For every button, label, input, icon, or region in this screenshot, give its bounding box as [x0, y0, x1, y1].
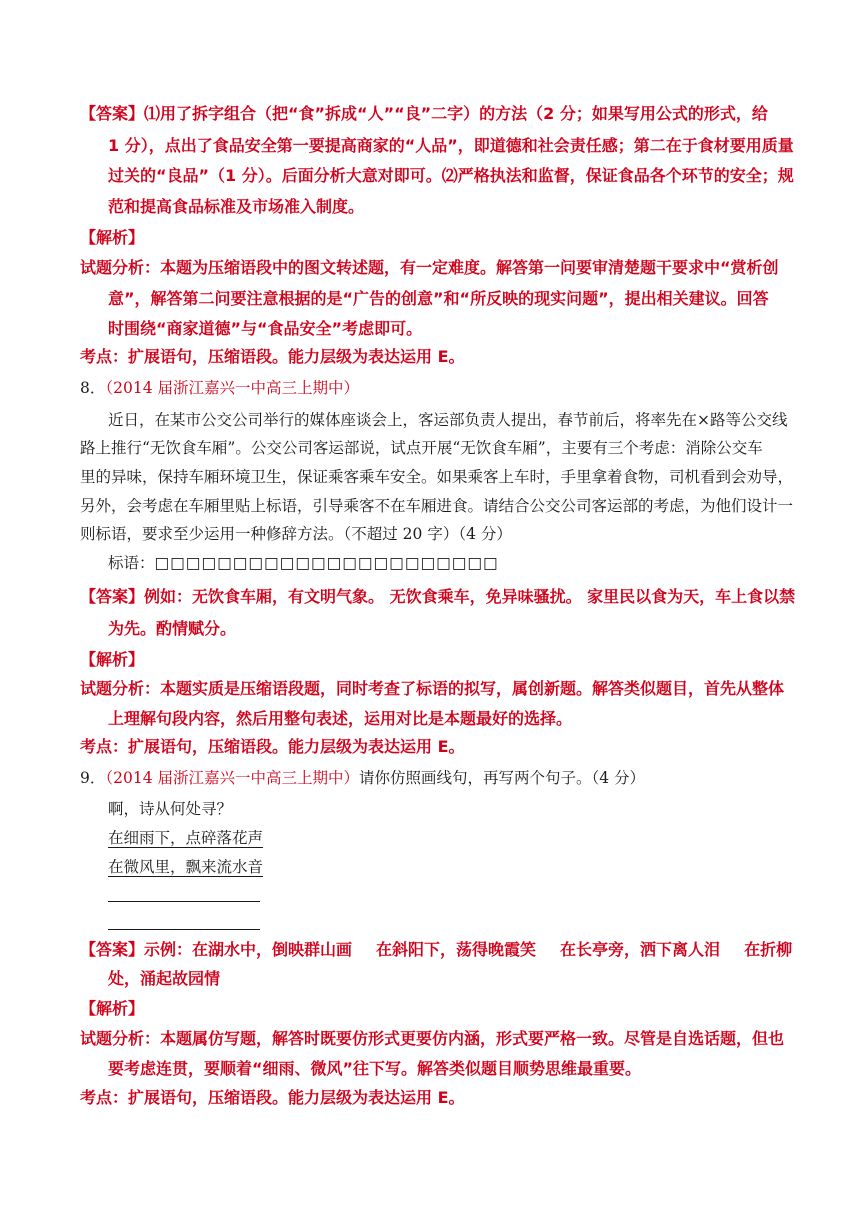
answer-text: ⑴用了拆字组合（把“食”拆成“人”“良”二字）的方法（2 分；如果写用公式的形式，给 [144, 104, 768, 123]
answer-part: 在长亭旁，洒下离人泪 [560, 940, 721, 959]
q9-poem-line-3: 在微风里，飘来流水音 [108, 858, 264, 876]
q9-analysis-line-1: 试题分析：本题属仿写题，解答时既要仿形式更要仿内涵，形式要严格一致。尽管是自选话题，但也 [80, 1029, 785, 1048]
q7-answer-line-4: 范和提高食品标准及市场准入制度。 [108, 197, 365, 216]
answer-part: 在折柳 [744, 940, 793, 959]
q9-analysis-tag: 【解析】 [80, 999, 145, 1018]
q8-analysis-line-1: 试题分析：本题实质是压缩语段题，同时考查了标语的拟写，属创新题。解答类似题目，首先从整体 [80, 679, 785, 698]
q9-poem-line-1: 啊，诗从何处寻？ [108, 800, 233, 818]
question-stem: 请你仿照画线句，再写两个句子。（4 分） [359, 769, 646, 787]
q7-answer-line-3: 过关的“良品”（1 分）。后面分析大意对即可。⑵严格执法和监督，保证食品各个环节的安全；规 [108, 166, 794, 185]
answer-blank-line [108, 929, 260, 930]
q8-stem-line-2: 路上推行“无饮食车厢”。公交公司客运部说，试点开展“无饮食车厢”，主要有三个考虑：消除公交车 [80, 439, 763, 457]
answer-tag: 【答案】 [80, 104, 145, 123]
q7-answer-line-1 [80, 102, 768, 126]
q7-analysis-line-2: 意”，解答第二问要注意根据的是“广告的创意”和“所反映的现实问题”，提出相关建议。回答 [108, 289, 769, 308]
q8-answer-line-1 [80, 585, 795, 609]
q8-stem-line-1: 近日，在某市公交公司举行的媒体座谈会上，客运部负责人提出，春节前后，将率先在×路等公交线 [108, 411, 788, 429]
q9-poem-line-2: 在细雨下，点碎落花声 [108, 829, 264, 847]
answer-part: 示例：在湖水中，倒映群山画 [144, 940, 353, 959]
q8-analysis-tag: 【解析】 [80, 650, 145, 669]
q7-analysis-line-3: 时围绕“商家道德”与“食品安全”考虑即可。 [108, 319, 423, 338]
slogan-boxes: □□□□□□□□□□□□□□□□□□□□□□ [154, 554, 499, 572]
question-source: （2014 届浙江嘉兴一中高三上期中） [105, 379, 359, 397]
q8-answer-line-2: 为先。酌情赋分。 [108, 619, 237, 638]
answer-text: 例如：无饮食车厢，有文明气象。 无饮食乘车，免异味骚扰。 家里民以食为天，车上食以禁 [144, 587, 796, 606]
question-number: 8． [80, 379, 106, 397]
q8-stem-line-4: 另外，会考虑在车厢里贴上标语，引导乘客不在车厢进食。请结合公交公司客运部的考虑，为他们设计一 [80, 497, 794, 515]
q7-analysis-line-1: 试题分析：本题为压缩语段中的图文转述题，有一定难度。解答第一问要审清楚题干要求中“赏析创 [80, 258, 779, 277]
q8-stem-line-5: 则标语，要求至少运用一种修辞方法。（不超过 20 字）（4 分） [80, 525, 512, 543]
q9-answer-line-1 [80, 938, 792, 962]
question-source: （2014 届浙江嘉兴一中高三上期中） [105, 769, 359, 787]
answer-blank-line [108, 901, 260, 902]
q8-header [80, 376, 359, 400]
q9-answer-line-2: 处，涌起故园情 [108, 969, 221, 988]
answer-tag: 【答案】 [80, 940, 145, 959]
q9-analysis-line-2: 要考虑连贯，要顺着“细雨、微风”往下写。解答类似题目顺势思维最重要。 [108, 1059, 642, 1078]
q9-header [80, 766, 645, 790]
q8-slogan-line [108, 551, 499, 575]
answer-tag: 【答案】 [80, 587, 145, 606]
q9-point: 考点：扩展语句，压缩语段。能力层级为表达运用 E。 [80, 1088, 465, 1107]
q8-stem-line-3: 里的异味，保持车厢环境卫生，保证乘客乘车安全。如果乘客上车时，手里拿着食物，司机看到会劝导， [80, 468, 794, 486]
q7-analysis-tag: 【解析】 [80, 228, 145, 247]
q7-answer-line-2: 1 分），点出了食品安全第一要提高商家的“人品”，即道德和社会责任感；第二在于食材要用质量 [108, 136, 794, 155]
answer-part: 在斜阳下，荡得晚霞笑 [376, 940, 537, 959]
q7-point: 考点：扩展语句，压缩语段。能力层级为表达运用 E。 [80, 347, 465, 366]
question-number: 9． [80, 769, 106, 787]
q8-point: 考点：扩展语句，压缩语段。能力层级为表达运用 E。 [80, 737, 465, 756]
q8-analysis-line-2: 上理解句段内容，然后用整句表述，运用对比是本题最好的选择。 [108, 709, 573, 728]
slogan-label: 标语： [108, 554, 155, 572]
